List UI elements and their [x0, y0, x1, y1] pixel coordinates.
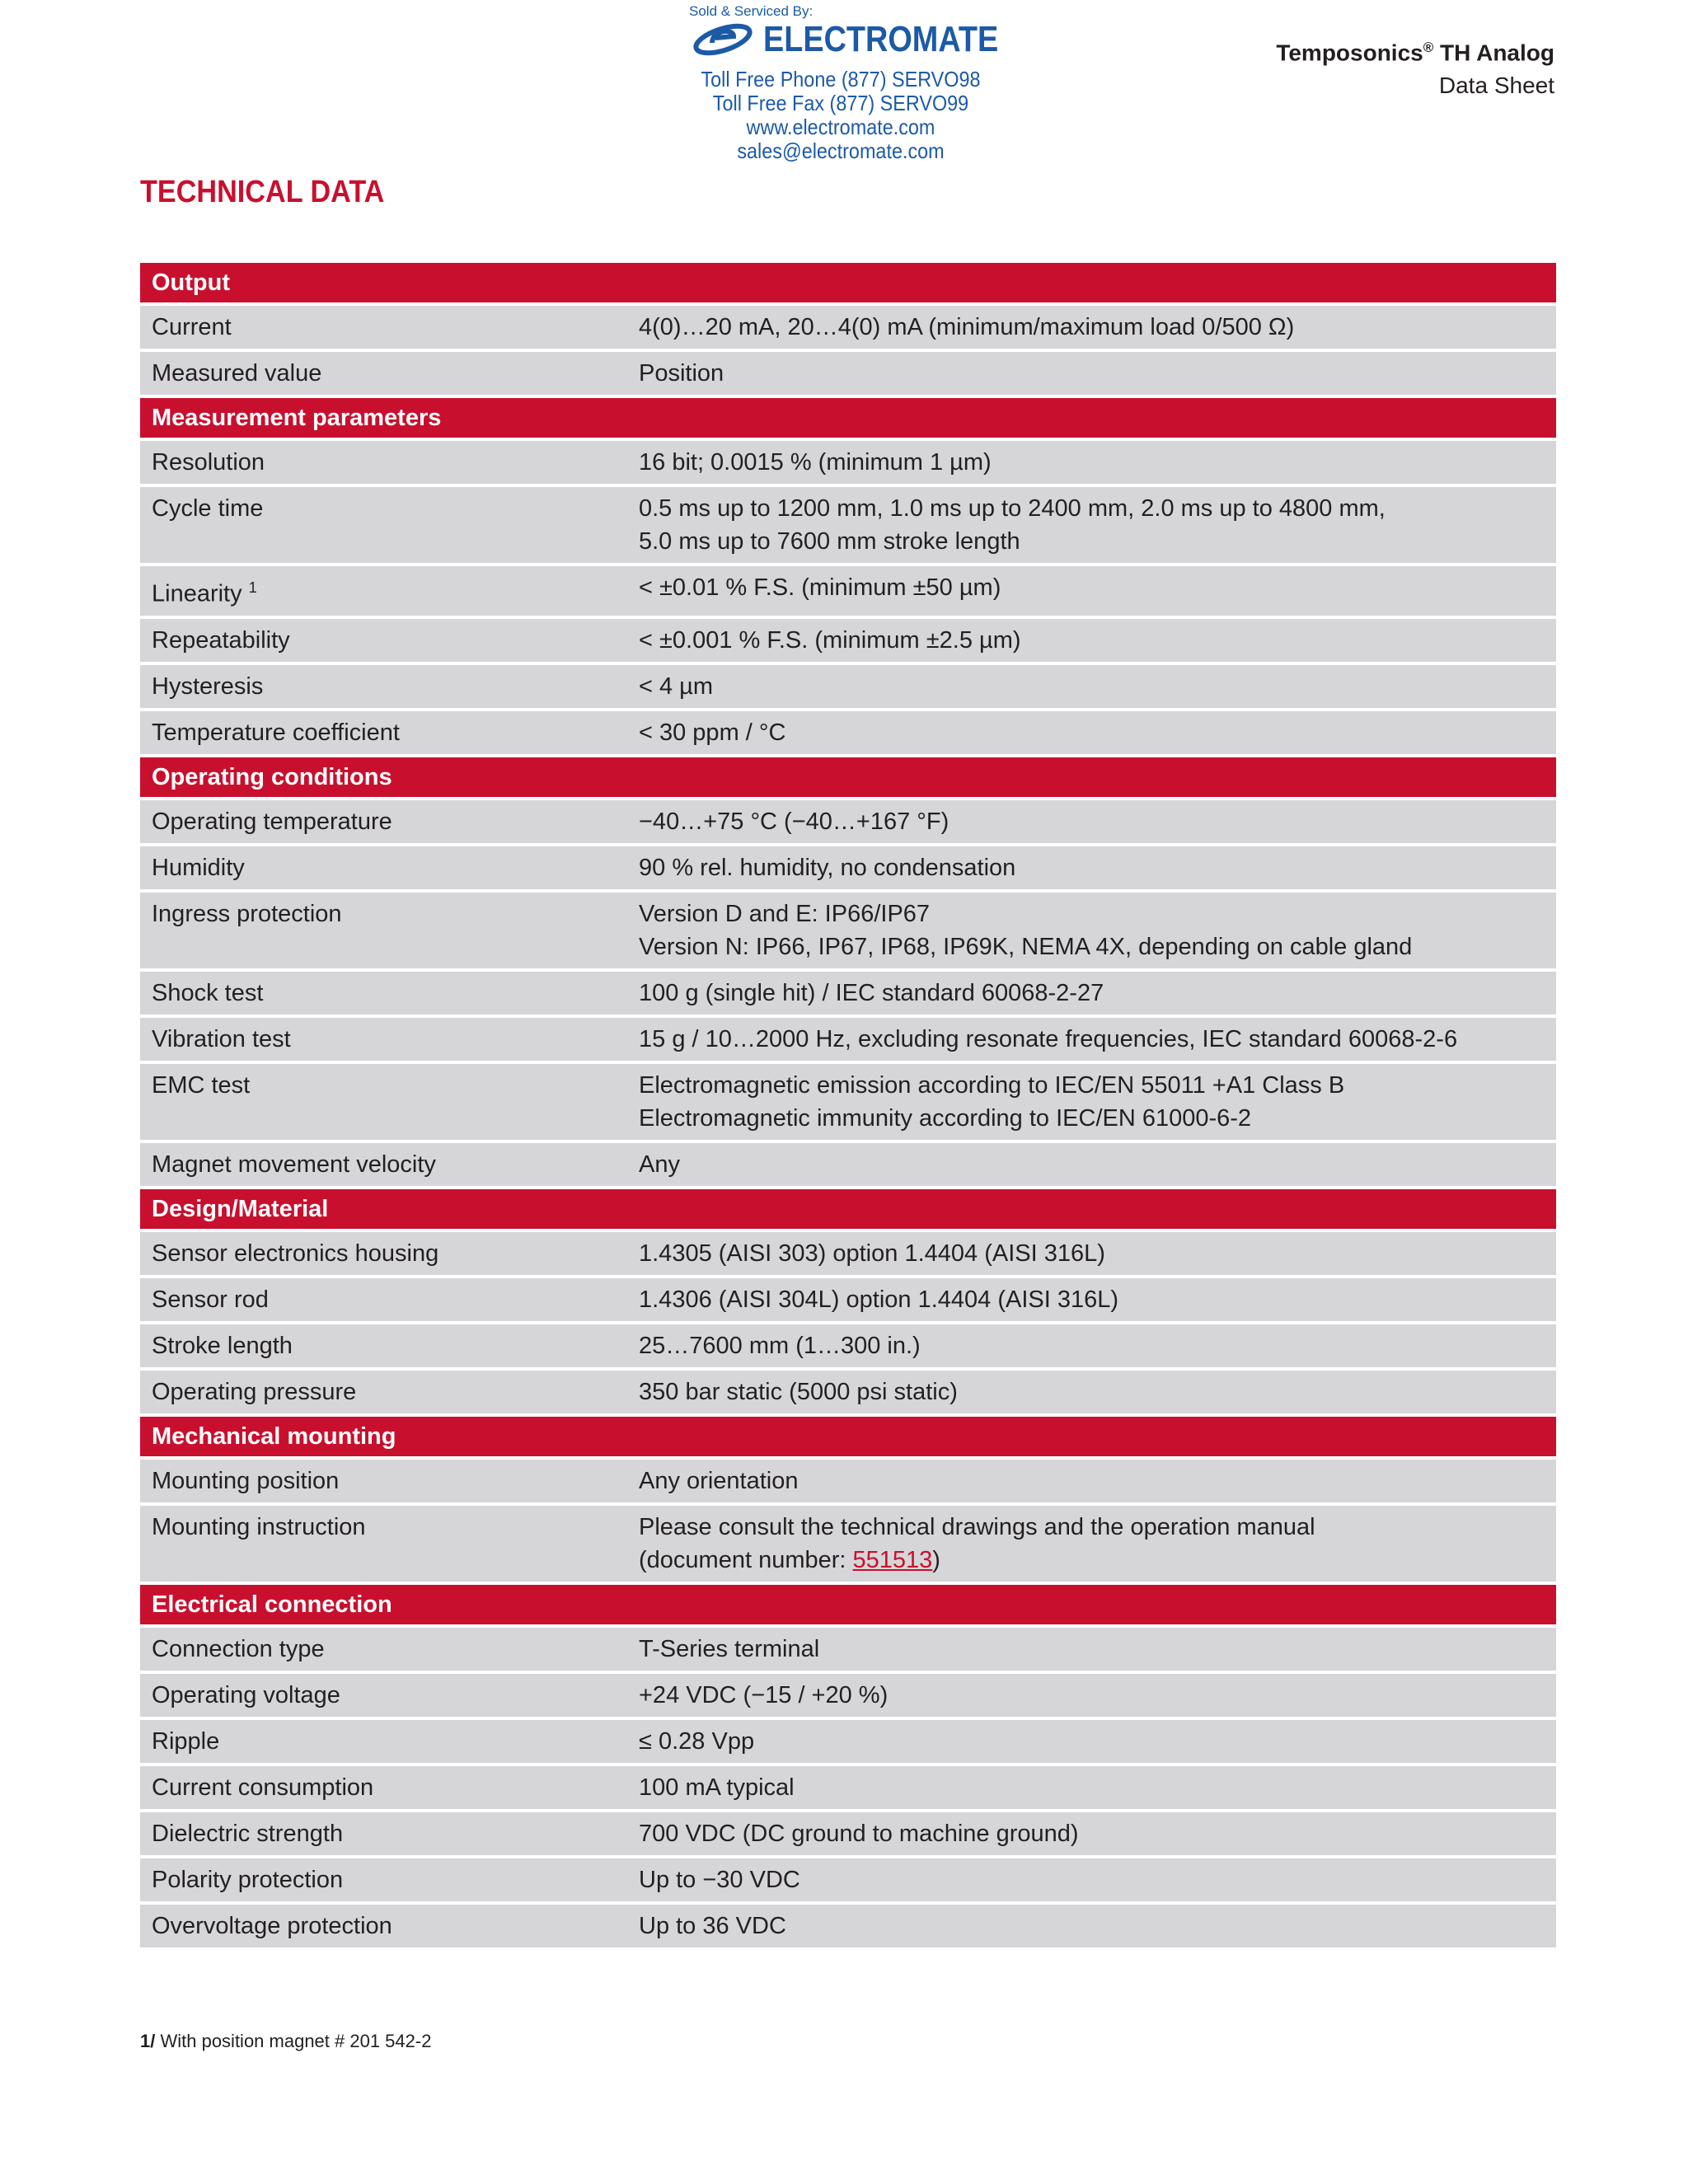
- brand-name: ELECTROMATE: [763, 19, 999, 59]
- section-header-output: [140, 263, 1556, 302]
- table-row: [140, 1720, 1556, 1763]
- section-header-design: [140, 1189, 1556, 1229]
- table-row: [140, 1278, 1556, 1321]
- row-label: Ingress protection: [140, 893, 627, 968]
- table-row: [140, 1674, 1556, 1717]
- row-value: 700 VDC (DC ground to machine ground): [627, 1812, 1556, 1855]
- table-row: [140, 711, 1556, 754]
- row-value: < ±0.01 % F.S. (minimum ±50 µm): [627, 566, 1556, 616]
- table-row: [140, 846, 1556, 889]
- email-link[interactable]: sales@electromate.com: [737, 138, 945, 163]
- section-header-label: Design/Material: [140, 1189, 1556, 1229]
- row-value: 25…7600 mm (1…300 in.): [627, 1324, 1556, 1367]
- sold-by-label: Sold & Serviced By:: [689, 3, 814, 19]
- footnote-ref: 1: [248, 579, 257, 596]
- table-row: [140, 893, 1556, 968]
- label-text: Linearity: [152, 580, 242, 607]
- row-label: Sensor rod: [140, 1278, 627, 1321]
- table-row: [140, 352, 1556, 395]
- table-row: [140, 1858, 1556, 1901]
- value-line: Electromagnetic immunity according to IEC/EN 61000-6-2: [639, 1104, 1252, 1132]
- row-label: Operating voltage: [140, 1674, 627, 1717]
- section-header-mounting: [140, 1417, 1556, 1456]
- row-value: < 30 ppm / °C: [627, 711, 1556, 754]
- table-row: [140, 972, 1556, 1015]
- row-value: [627, 1506, 1556, 1582]
- footnote-mark: 1/: [140, 2031, 156, 2051]
- value-line: Version N: IP66, IP67, IP68, IP69K, NEMA 4X, depending on cable gland: [639, 933, 1413, 960]
- table-row: [140, 1064, 1556, 1140]
- row-value: < 4 µm: [627, 665, 1556, 708]
- row-label: Resolution: [140, 441, 627, 484]
- row-label: Operating pressure: [140, 1371, 627, 1413]
- row-label: Measured value: [140, 352, 627, 395]
- table-row: [140, 1812, 1556, 1855]
- value-line: Please consult the technical drawings and the operation manual: [639, 1513, 1315, 1540]
- technical-data-table: [140, 260, 1556, 1951]
- value-line: 0.5 ms up to 1200 mm, 1.0 ms up to 2400 mm, 2.0 ms up to 4800 mm,: [639, 495, 1386, 522]
- row-label: Overvoltage protection: [140, 1905, 627, 1947]
- table-row: [140, 1628, 1556, 1671]
- row-label: Current consumption: [140, 1766, 627, 1809]
- value-line: Version D and E: IP66/IP67: [639, 900, 931, 927]
- table-row: [140, 1324, 1556, 1367]
- row-label: Temperature coefficient: [140, 711, 627, 754]
- phone-text: Toll Free Phone (877) SERVO98: [701, 67, 981, 91]
- table-row: [140, 665, 1556, 708]
- electromate-logo-icon: [691, 21, 755, 58]
- row-value: 90 % rel. humidity, no condensation: [627, 846, 1556, 889]
- value-text: ): [932, 1546, 940, 1573]
- product-name: [1276, 31, 1554, 69]
- table-row: [140, 1905, 1556, 1947]
- row-value: Any orientation: [627, 1460, 1556, 1502]
- table-row: [140, 487, 1556, 563]
- row-value: Up to 36 VDC: [627, 1905, 1556, 1947]
- section-header-label: Measurement parameters: [140, 398, 1556, 438]
- row-value: +24 VDC (−15 / +20 %): [627, 1674, 1556, 1717]
- section-header-operating: [140, 757, 1556, 797]
- document-number-link[interactable]: 551513: [852, 1546, 933, 1573]
- website-link[interactable]: www.electromate.com: [746, 115, 935, 139]
- row-label: Vibration test: [140, 1018, 627, 1061]
- table-row: [140, 441, 1556, 484]
- section-header-electrical: [140, 1585, 1556, 1624]
- row-label: Shock test: [140, 972, 627, 1015]
- footnote-text: With position magnet # 201 542-2: [155, 2031, 432, 2051]
- value-line: Electromagnetic emission according to IEC/EN 55011 +A1 Class B: [639, 1071, 1345, 1099]
- row-value: [627, 893, 1556, 968]
- document-type: Data Sheet: [1438, 73, 1554, 99]
- row-label: Operating temperature: [140, 800, 627, 843]
- document-header: [1276, 31, 1554, 102]
- row-label: [140, 566, 627, 616]
- row-label: Connection type: [140, 1628, 627, 1671]
- product-suffix: TH Analog: [1433, 40, 1554, 66]
- table-row: [140, 1506, 1556, 1582]
- row-value: 1.4305 (AISI 303) option 1.4404 (AISI 316L): [627, 1232, 1556, 1275]
- row-label: Mounting position: [140, 1460, 627, 1502]
- row-label: Sensor electronics housing: [140, 1232, 627, 1275]
- row-label: Repeatability: [140, 619, 627, 662]
- row-label: Current: [140, 306, 627, 349]
- table-row: [140, 566, 1556, 616]
- section-title: TECHNICAL DATA: [140, 175, 385, 209]
- row-value: < ±0.001 % F.S. (minimum ±2.5 µm): [627, 619, 1556, 662]
- brand-row: [691, 20, 1037, 59]
- row-label: Stroke length: [140, 1324, 627, 1367]
- row-label: Ripple: [140, 1720, 627, 1763]
- section-header-measurement: [140, 398, 1556, 438]
- row-value: 100 g (single hit) / IEC standard 60068-2-27: [627, 972, 1556, 1015]
- row-label: Magnet movement velocity: [140, 1143, 627, 1186]
- row-value: Up to −30 VDC: [627, 1858, 1556, 1901]
- table-row: [140, 800, 1556, 843]
- table-row: [140, 619, 1556, 662]
- row-label: Cycle time: [140, 487, 627, 563]
- section-header-label: Output: [140, 263, 1556, 302]
- product-brand: Temposonics: [1276, 40, 1423, 66]
- table-row: [140, 1766, 1556, 1809]
- table-row: [140, 1371, 1556, 1413]
- row-label: EMC test: [140, 1064, 627, 1140]
- footnote: [140, 2031, 431, 2052]
- row-value: [627, 487, 1556, 563]
- row-value: 4(0)…20 mA, 20…4(0) mA (minimum/maximum load 0/500 Ω): [627, 306, 1556, 349]
- table-row: [140, 1460, 1556, 1502]
- row-value: ≤ 0.28 Vpp: [627, 1720, 1556, 1763]
- row-label: Mounting instruction: [140, 1506, 627, 1582]
- section-header-label: Operating conditions: [140, 757, 1556, 797]
- table-row: [140, 1232, 1556, 1275]
- row-label: Humidity: [140, 846, 627, 889]
- row-value: 100 mA typical: [627, 1766, 1556, 1809]
- value-text: (document number:: [639, 1546, 853, 1573]
- row-value: −40…+75 °C (−40…+167 °F): [627, 800, 1556, 843]
- row-value: 1.4306 (AISI 304L) option 1.4404 (AISI 316L): [627, 1278, 1556, 1321]
- section-header-label: Electrical connection: [140, 1585, 1556, 1624]
- table-row: [140, 306, 1556, 349]
- row-value: T-Series terminal: [627, 1628, 1556, 1671]
- row-value: Position: [627, 352, 1556, 395]
- row-label: Polarity protection: [140, 1858, 627, 1901]
- section-header-label: Mechanical mounting: [140, 1417, 1556, 1456]
- row-value: Any: [627, 1143, 1556, 1186]
- row-value: 16 bit; 0.0015 % (minimum 1 µm): [627, 441, 1556, 484]
- table-row: [140, 1143, 1556, 1186]
- row-label: Dielectric strength: [140, 1812, 627, 1855]
- contact-lines: [684, 68, 997, 163]
- fax-text: Toll Free Fax (877) SERVO99: [712, 91, 969, 115]
- row-label: Hysteresis: [140, 665, 627, 708]
- row-value: [627, 1064, 1556, 1140]
- row-value: 15 g / 10…2000 Hz, excluding resonate frequencies, IEC standard 60068-2-6: [627, 1018, 1556, 1061]
- registered-mark: ®: [1423, 40, 1434, 55]
- value-line: [639, 1544, 1545, 1577]
- table-row: [140, 1018, 1556, 1061]
- row-value: 350 bar static (5000 psi static): [627, 1371, 1556, 1413]
- value-line: 5.0 ms up to 7600 mm stroke length: [639, 528, 1020, 555]
